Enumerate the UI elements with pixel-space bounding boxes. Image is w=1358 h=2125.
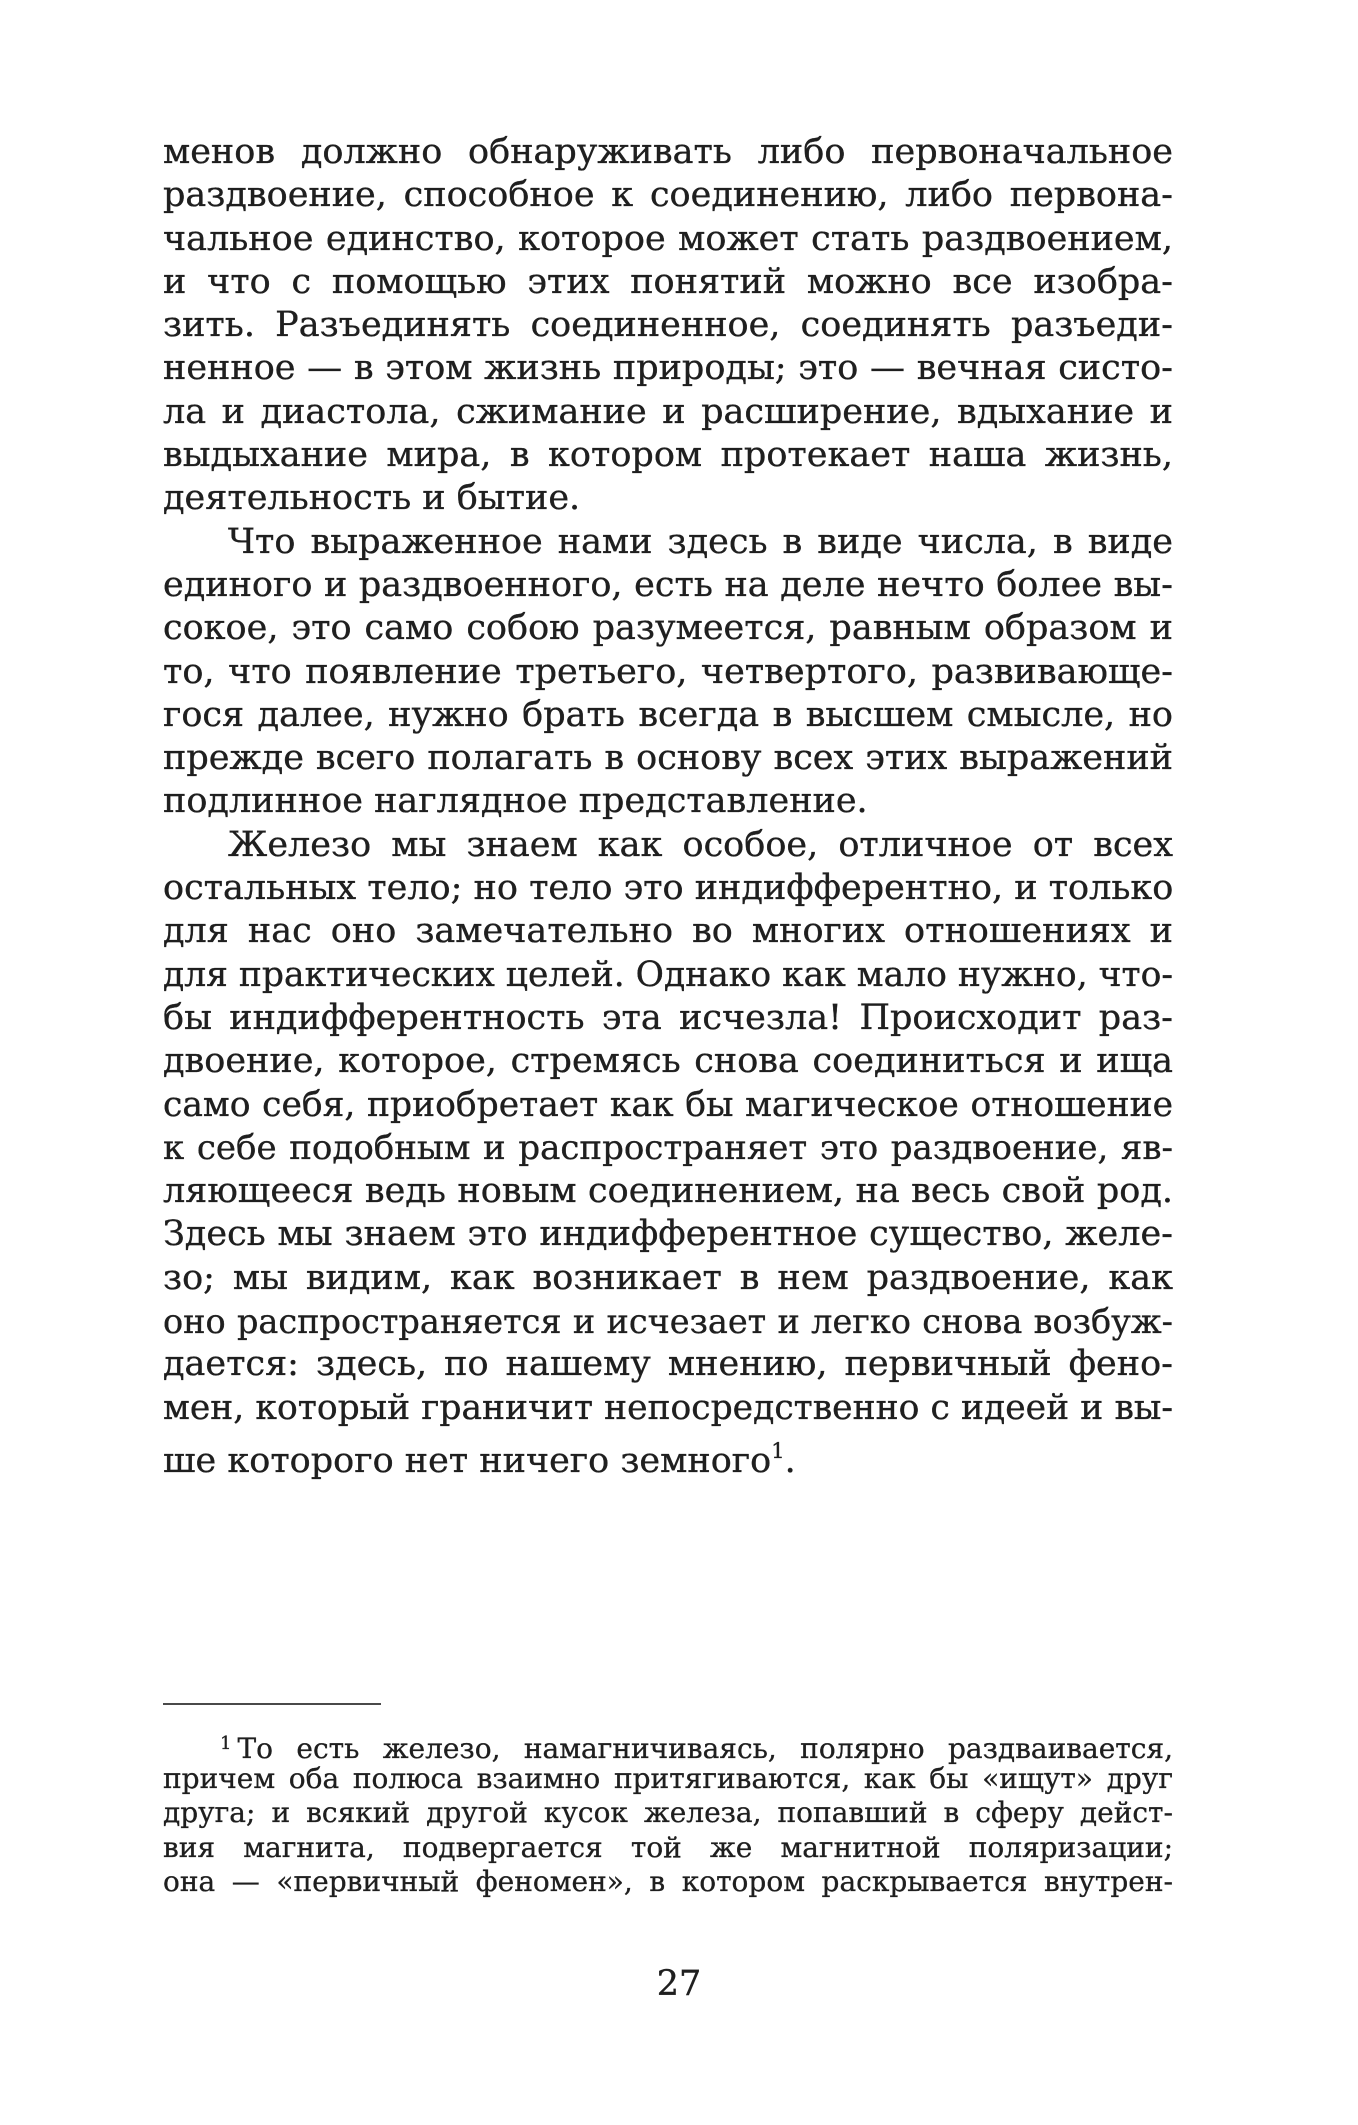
text-line: ненное — в этом жизнь природы; это — вечная систо- xyxy=(163,348,1173,389)
footnote-number: 1 xyxy=(220,1733,232,1754)
footnote-line: причем оба полюса взаимно притягиваются, как бы «ищут» друг xyxy=(163,1761,1173,1795)
footnote-line-content: То есть железо, намагничиваясь, полярно раздваивается, xyxy=(237,1732,1173,1765)
text-line: к себе подобным и распространяет это раздвоение, яв- xyxy=(163,1127,1173,1168)
text-line: гося далее, нужно брать всегда в высшем смысле, но xyxy=(163,694,1173,735)
footnote-divider xyxy=(163,1703,381,1705)
text-line: раздвоение, способное к соединению, либо первона- xyxy=(163,175,1173,216)
text-line: и что с помощью этих понятий можно все изобра- xyxy=(163,261,1173,302)
footnote xyxy=(163,1727,1173,1900)
text-line: остальных тело; но тело это индифферентно, и только xyxy=(163,868,1174,909)
text-line: деятельность и бытие. xyxy=(163,478,581,519)
text-line: чальное единство, которое может стать раздвоением, xyxy=(163,218,1173,259)
text-line: само себя, приобретает как бы магическое отношение xyxy=(163,1084,1173,1125)
text-line-content: ше которого нет ничего земного xyxy=(163,1440,772,1481)
text-line: сокое, это само собою разумеется, равным образом и xyxy=(163,608,1173,649)
text-line: Здесь мы знаем это индифферентное существо, желе- xyxy=(163,1214,1173,1255)
text-line: единого и раздвоенного, есть на деле нечто более вы- xyxy=(163,564,1173,605)
text-line: ляющееся ведь новым соединением, на весь свой род. xyxy=(163,1171,1173,1212)
text-line: для нас оно замечательно во многих отношениях и xyxy=(163,911,1173,952)
text-line: оно распространяется и исчезает и легко снова возбуж- xyxy=(163,1302,1173,1342)
footnote-line xyxy=(163,1727,1173,1765)
text-line: менов должно обнаруживать либо первоначальное xyxy=(163,132,1173,172)
text-line: то, что появление третьего, четвертого, развивающе- xyxy=(163,651,1173,692)
text-line: зо; мы видим, как возникает в нем раздвоение, как xyxy=(163,1257,1173,1298)
text-line: подлинное наглядное представление. xyxy=(163,781,868,822)
page-number: 27 xyxy=(656,1964,702,2004)
paragraph-start: Что выраженное нами здесь в виде числа, в виде xyxy=(228,521,1173,562)
text-line: мен, который граничит непосредственно с идеей и вы- xyxy=(163,1387,1173,1428)
text-line: выдыхание мира, в котором протекает наша жизнь, xyxy=(163,435,1173,476)
text-line: ла и диастола, сжимание и расширение, вдыхание и xyxy=(163,391,1173,432)
paragraph-start: Железо мы знаем как особое, отличное от всех xyxy=(228,824,1173,865)
text-line: дается: здесь, по нашему мнению, первичный фено- xyxy=(163,1344,1173,1385)
footnote-line: друга; и всякий другой кусок железа, попавший в сферу дейст- xyxy=(163,1796,1173,1830)
footnote-line: она — «первичный феномен», в котором раскрывается внутрен- xyxy=(163,1865,1173,1899)
text-line: бы индифферентность эта исчезла! Происходит раз- xyxy=(163,997,1173,1038)
footnote-line: вия магнита, подвергается той же магнитной поляризации; xyxy=(163,1830,1173,1864)
text-line: для практических целей. Однако как мало нужно, что- xyxy=(163,954,1173,995)
text-line: двоение, которое, стремясь снова соединиться и ища xyxy=(163,1041,1173,1082)
text-line: зить. Разъединять соединенное, соединять разъеди- xyxy=(163,305,1173,346)
text-line: прежде всего полагать в основу всех этих выражений xyxy=(163,738,1173,779)
main-text xyxy=(163,131,1174,1481)
text-line: ше которого нет ничего земного$^1$. xyxy=(163,1438,796,1481)
footnote-reference[interactable]: 1 xyxy=(771,1438,785,1463)
